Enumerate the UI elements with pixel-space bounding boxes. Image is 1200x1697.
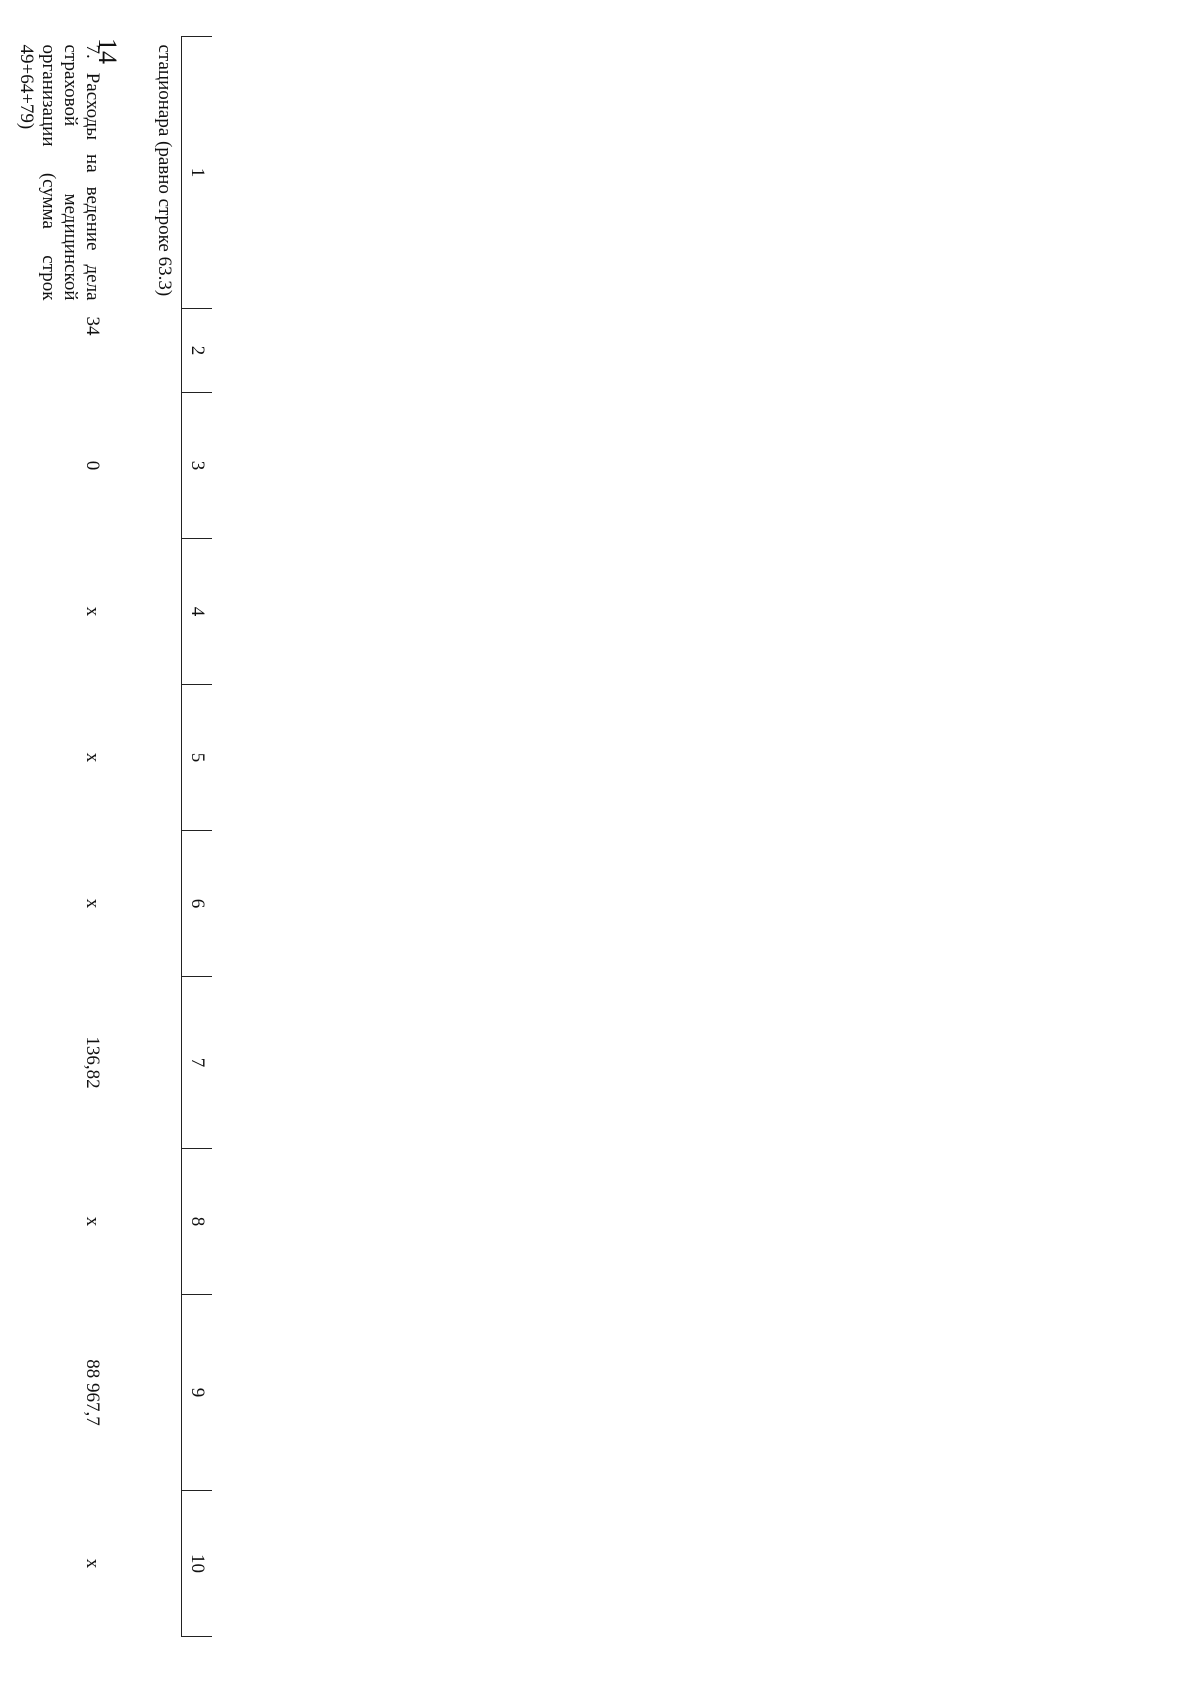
- header-row: [182, 37, 213, 1637]
- table-cell: [110, 1149, 182, 1295]
- table-cell: 0: [82, 460, 104, 471]
- row-number: [110, 309, 182, 393]
- table-cell: x: [82, 1216, 104, 1227]
- table-cell: [110, 977, 182, 1149]
- table-cell: [110, 393, 182, 539]
- header-cell: 8: [182, 1149, 213, 1295]
- row-label: стационара (равно строке 63.3): [154, 44, 175, 297]
- data-table: [0, 36, 212, 1637]
- table-row: [0, 37, 110, 1637]
- table-cell: [110, 831, 182, 977]
- table-cell: x: [82, 898, 104, 909]
- row-number: 34: [82, 316, 104, 336]
- row-label: 7. Расходы на ведение дела страховой медицинской организации (сумма строк 49+64+79): [16, 44, 104, 301]
- table-cell: x: [82, 1558, 104, 1569]
- table-cell: [110, 1295, 182, 1491]
- header-cell: 1: [182, 37, 213, 309]
- table-row: [110, 37, 182, 1637]
- header-cell: 2: [182, 309, 213, 393]
- table-cell: [110, 539, 182, 685]
- page-number: 14: [93, 38, 122, 64]
- table-cell: x: [82, 752, 104, 763]
- header-cell: 6: [182, 831, 213, 977]
- header-cell: 5: [182, 685, 213, 831]
- table-cell: x: [82, 606, 104, 617]
- header-cell: 3: [182, 393, 213, 539]
- header-cell: 9: [182, 1295, 213, 1491]
- rotated-table-container: [0, 36, 212, 1636]
- header-cell: 4: [182, 539, 213, 685]
- table-cell: 88 967,7: [82, 1359, 104, 1426]
- header-cell: 7: [182, 977, 213, 1149]
- table-cell: [110, 1491, 182, 1637]
- table-cell: 136,82: [82, 1036, 104, 1089]
- header-cell: 10: [182, 1491, 213, 1637]
- table-cell: [110, 685, 182, 831]
